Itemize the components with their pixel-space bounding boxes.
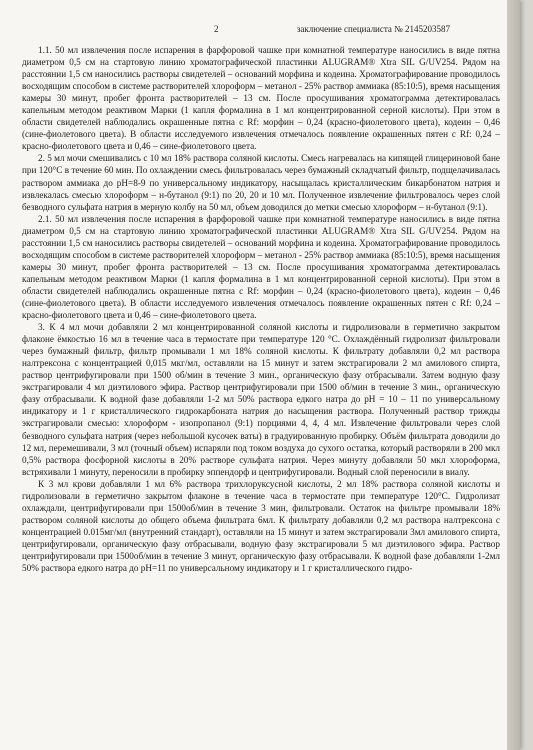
paragraph-blood: К 3 мл крови добавляли 1 мл 6% раствора трихлоруксусной кислоты, 2 мл 18% раствора соляной кислоты и гидролизовали в герметично закрытом флаконе в течение часа в термостате при температуре 120°С. Гидролизат охлаждали, центрифугировали при 1500об/мин в течение 3 мин, фильтровали. Остаток на фильтре промывали 18% раствором соляной кислоты до общего объема фильтрата 6мл. К фильтрату добавляли 0,2 мл раствора налтрексона с концентрацией 0.015мг/мл (внутренний стандарт), оставляли на 15 минут и затем экстрагировали 3мл амилового спирта, центрифугировали, органическую фазу отбрасывали, водную фазу экстрагировали 5 мл диэтилового эфира. Раствор центрифугировали при 1500об/мин в течение 3 минут, органическую фазу отбрасывали. К водной фазе добавляли 1-2мл 50% раствора едкого натра до рН=11 по универсальному индикатору и 1 г кристаллического гидро- (22, 478, 500, 574)
paragraph-3: 3. К 4 мл мочи добавляли 2 мл концентрированной соляной кислоты и гидролизовали в герметично закрытом флаконе ёмкостью 16 мл в течение часа в термостате при температуре 120 °С. Охлаждённый гидролизат фильтровали через бумажный фильтр, фильтр промывали 1 мл 18% соляной кислоты. К фильтрату добавляли 0,2 мл раствора налтрексона с концентрацией 0,015 мкг/мл, оставляли на 15 минут и затем экстрагировали 2 мл амилового спирта, раствор центрифугировали при 1500 об/мин в течение 3 мин., органическую фазу отбрасывали. Затем водную фазу экстрагировали 4 мл диэтилового эфира. Раствор центрифугировали при 1500 об/мин в течение 3 мин., органическую фазу отбрасывали. К водной фазе добавляли 1-2 мл 50% раствора едкого натра до рН = 10 – 11 по универсальному индикатору и 1 г кристаллического гидрокарбоната натрия до насыщения раствора. Полученный раствор трижды экстрагировали смесью: хлороформ - изопропанол (9:1) порциями 4, 4, 4 мл. Извлечение фильтровали через слой безводного сульфата натрия (через небольшой кусочек ваты) в градуированную пробирку. Объём фильтрата доводили до 12 мл, перемешивали, 3 мл (точный объем) испаряли под током воздуха до сухого остатка, который растворяли в 200 мкл 0,5% раствора фосфорной кислоты в 20% растворе сульфата натрия. Через минуту добавляли 50 мкл хлороформа, встряхивали 1 минуту, переносили в пробирку эппендорф и центрифугировали. Водный слой переносили в виалу. (22, 322, 500, 477)
paragraph-2-1: 2.1. 50 мл извлечения после испарения в фарфоровой чашке при комнатной температуре наносились в виде пятна диаметром 0,5 см на стартовую линию хроматографической пластинки ALUGRAM® Xtra SIL G/UV254. Рядом на расстоянии 1,5 см наносились растворы свидетелей – оснований морфина и кодеина. Хроматографирование проводилось восходящим способом в системе растворителей хлороформ – метанол - 25% раствор аммиака (85:10:5), время насыщения камеры 30 минут, пробег фронта растворителей – 13 см. После просушивания хроматограмма детектировалась капельным методом реактивом Марки (1 капля формалина в 1 мл концентрированной серной кислоты). При этом в области свидетелей наблюдались окрашенные пятна с Rf: морфин – 0,24 (красно-фиолетового цвета), кодеин – 0,46 (сине-фиолетового цвета). В области исследуемого извлечения отмечалось появление окрашенных пятен с Rf: 0,24 – красно-фиолетового цвета и 0,46 – сине-фиолетового цвета. (22, 213, 500, 321)
page-number: 2 (214, 24, 219, 34)
page-edge-shadow (507, 0, 520, 750)
page-header (0, 24, 520, 38)
document-body (22, 44, 500, 574)
header-title: заключение специалиста № 2145203587 (296, 24, 450, 34)
paragraph-1-1: 1.1. 50 мл извлечения после испарения в фарфоровой чашке при комнатной температуре наносились в виде пятна диаметром 0,5 см на стартовую линию хроматографической пластинки ALUGRAM® Xtra SIL G/UV254. Рядом на расстоянии 1,5 см наносились растворы свидетелей – оснований морфина и кодеина. Хроматографирование проводилось восходящим способом в системе растворителей хлороформ – метанол - 25% раствор аммиака (85:10:5), время насыщения камеры 30 минут, пробег фронта растворителей – 13 см. После просушивания хроматограмма детектировалась капельным методом реактивом Марки (1 капля формалина в 1 мл концентрированной серной кислоты). При этом в области свидетелей наблюдались окрашенные пятна с Rf: морфин – 0,24 (красно-фиолетового цвета), кодеин – 0,46 (сине-фиолетового цвета). В области исследуемого извлечения отмечалось появление окрашенных пятен с Rf: 0,24 – красно-фиолетового цвета и 0,46 – сине-фиолетового цвета. (22, 45, 500, 152)
paragraph-2: 2. 5 мл мочи смешивались с 10 мл 18% раствора соляной кислоты. Смесь нагревалась на кипящей глицериновой бане при 120°С в течение 60 мин. По охлаждении смесь фильтровалась через бумажный складчатый фильтр, подщелачивалась раствором аммиака до pH=8-9 по универсальному индикатору, насыщалась кристаллическим бикарбонатом натрия и извлекалась смесью хлороформ – н-бутанол (9:1) по 20, 20 и 10 мл. Полученное извлечение фильтровалось через слой безводного сульфата натрия в мерную колбу на 50 мл, объем доводился до метки смесью хлороформ – н-бутанол (9:1). (22, 153, 500, 212)
